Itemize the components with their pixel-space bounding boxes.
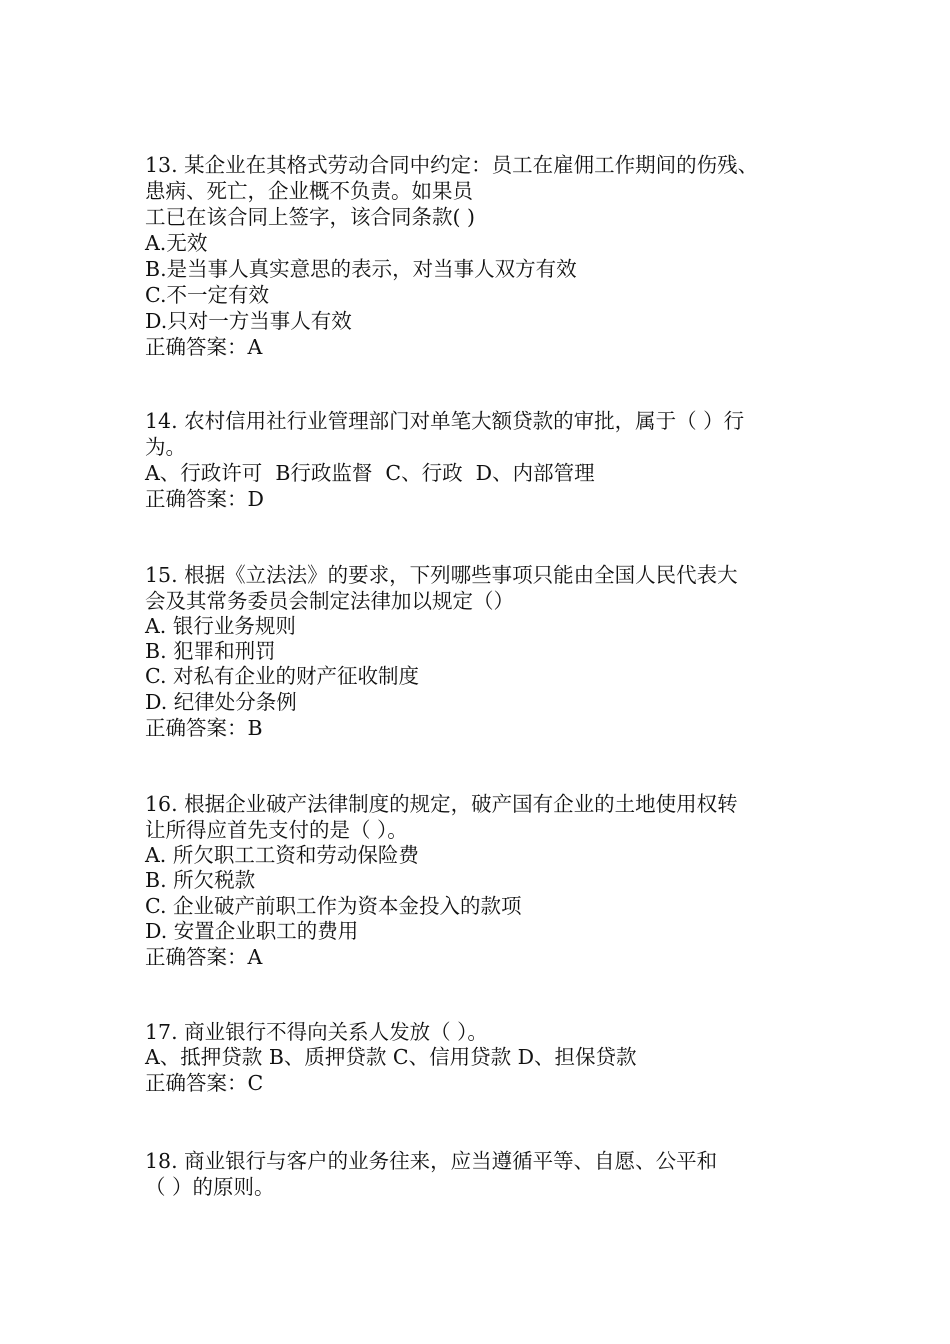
question-18-text-line-1: 18. 商业银行与客户的业务往来，应当遵循平等、自愿、公平和 (145, 1149, 718, 1173)
question-16-option-a: A. 所欠职工工资和劳动保险费 (145, 843, 419, 867)
question-15-option-c: C. 对私有企业的财产征收制度 (145, 664, 419, 688)
question-14-text-line-1: 14. 农村信用社行业管理部门对单笔大额贷款的审批，属于（ ）行 (145, 409, 745, 433)
question-16-option-c: C. 企业破产前职工作为资本金投入的款项 (145, 894, 522, 918)
question-13-text-line-3: 工已在该合同上签字，该合同条款( ) (145, 205, 476, 229)
question-17-answer: 正确答案：C (145, 1071, 264, 1095)
question-15-option-a: A. 银行业务规则 (145, 614, 296, 638)
question-13-option-b: B.是当事人真实意思的表示，对当事人双方有效 (145, 257, 577, 281)
question-16-text-line-2: 让所得应首先支付的是（ ）。 (145, 818, 408, 842)
question-15-option-b: B. 犯罪和刑罚 (145, 639, 276, 663)
question-14-answer: 正确答案：D (145, 487, 264, 511)
question-13-option-d: D.只对一方当事人有效 (145, 309, 352, 333)
question-14-options: A、行政许可 B行政监督 C、行政 D、内部管理 (145, 461, 595, 485)
question-13-answer: 正确答案：A (145, 335, 263, 359)
question-16-answer: 正确答案：A (145, 945, 263, 969)
question-17-text: 17. 商业银行不得向关系人发放（ ）。 (145, 1020, 488, 1044)
question-15-text-line-1: 15. 根据《立法法》的要求，下列哪些事项只能由全国人民代表大 (145, 563, 738, 587)
question-15-option-d: D. 纪律处分条例 (145, 690, 297, 714)
question-13-text-line-2: 患病、死亡，企业概不负责。如果员 (145, 179, 473, 203)
question-13-option-a: A.无效 (145, 231, 208, 255)
question-18-text-line-2: （ ）的原则。 (145, 1175, 275, 1199)
question-15-answer: 正确答案：B (145, 716, 263, 740)
question-15-text-line-2: 会及其常务委员会制定法律加以规定（） (145, 589, 514, 613)
question-14-text-line-2: 为。 (145, 435, 186, 459)
question-13-option-c: C.不一定有效 (145, 283, 269, 307)
question-16-option-b: B. 所欠税款 (145, 868, 256, 892)
question-13-text-line-1: 13. 某企业在其格式劳动合同中约定：员工在雇佣工作期间的伤残、 (145, 153, 759, 177)
question-16-option-d: D. 安置企业职工的费用 (145, 919, 359, 943)
question-16-text-line-1: 16. 根据企业破产法律制度的规定，破产国有企业的土地使用权转 (145, 792, 738, 816)
question-17-options: A、抵押贷款 B、质押贷款 C、信用贷款 D、担保贷款 (145, 1045, 637, 1069)
